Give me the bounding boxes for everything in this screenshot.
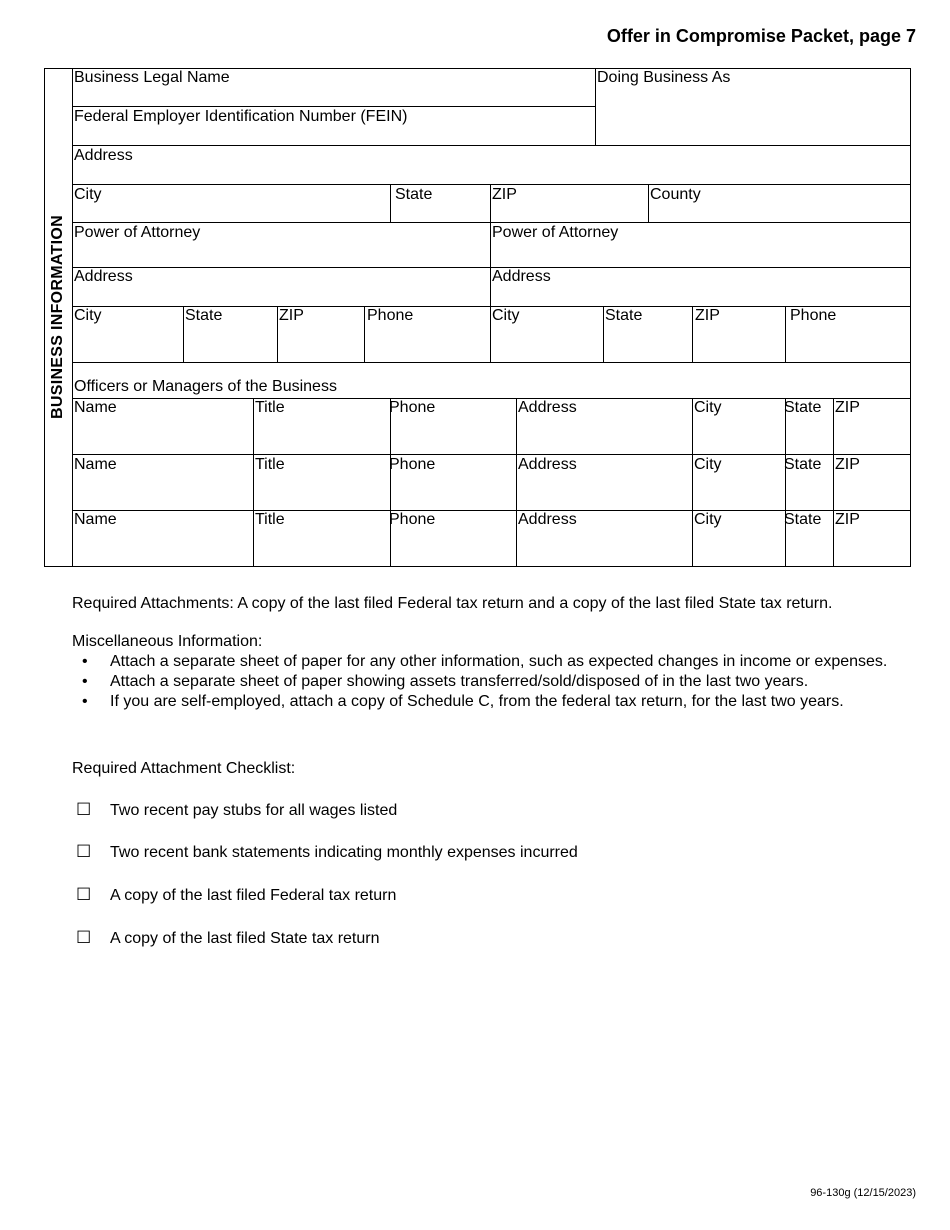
business-address-field[interactable]: Address — [74, 147, 133, 164]
officer-city-field[interactable]: City — [694, 399, 722, 416]
business-information-form — [44, 68, 911, 567]
officer-state-field[interactable]: State — [784, 399, 822, 416]
officer-address-field[interactable]: Address — [518, 456, 577, 473]
officer-title-field[interactable]: Title — [255, 511, 285, 528]
officer-zip-field[interactable]: ZIP — [835, 456, 860, 473]
poa-left-address-field[interactable]: Address — [74, 268, 133, 285]
list-item: • Attach a separate sheet of paper showing assets transferred/sold/disposed of in the last two years. — [82, 673, 809, 690]
rule — [183, 306, 184, 363]
rule — [648, 184, 649, 223]
rule — [785, 398, 786, 566]
poa-left-state-field[interactable]: State — [185, 307, 223, 324]
rule — [277, 306, 278, 363]
rule — [490, 184, 491, 223]
officer-address-field[interactable]: Address — [518, 399, 577, 416]
poa-right-field[interactable]: Power of Attorney — [492, 224, 619, 241]
rule — [72, 222, 910, 223]
rule — [390, 184, 391, 223]
checkbox-icon[interactable]: ☐ — [76, 800, 92, 819]
rule — [692, 306, 693, 363]
checklist-item[interactable]: ☐ Two recent bank statements indicating monthly expenses incurred — [76, 842, 578, 861]
form-frame — [44, 68, 911, 567]
rule — [516, 398, 517, 566]
checkbox-icon[interactable]: ☐ — [76, 885, 92, 904]
page-title: Offer in Compromise Packet, page 7 — [606, 26, 916, 46]
bullet-icon: • — [82, 653, 88, 670]
officer-city-field[interactable]: City — [694, 456, 722, 473]
officer-state-field[interactable]: State — [784, 511, 822, 528]
poa-left-field[interactable]: Power of Attorney — [74, 224, 201, 241]
poa-right-state-field[interactable]: State — [605, 307, 643, 324]
officer-zip-field[interactable]: ZIP — [835, 511, 860, 528]
checkbox-icon[interactable]: ☐ — [76, 842, 92, 861]
officer-address-field[interactable]: Address — [518, 511, 577, 528]
officer-phone-field[interactable]: Phone — [389, 399, 436, 416]
fein-field[interactable]: Federal Employer Identification Number (FEIN) — [74, 108, 408, 125]
rule — [364, 306, 365, 363]
rule — [72, 184, 910, 185]
officer-name-field[interactable]: Name — [74, 399, 117, 416]
section-label: BUSINESS INFORMATION — [49, 214, 66, 419]
business-state-field[interactable]: State — [395, 186, 433, 203]
section-label-column — [44, 68, 72, 565]
rule — [603, 306, 604, 363]
checklist-item[interactable]: ☐ A copy of the last filed State tax return — [76, 928, 380, 947]
rule — [595, 68, 596, 146]
poa-right-phone-field[interactable]: Phone — [790, 307, 837, 324]
poa-right-city-field[interactable]: City — [492, 307, 520, 324]
rule — [72, 145, 910, 146]
business-legal-name-field[interactable]: Business Legal Name — [74, 69, 230, 86]
checklist-item[interactable]: ☐ Two recent pay stubs for all wages listed — [76, 800, 398, 819]
officers-heading: Officers or Managers of the Business — [74, 378, 337, 395]
checklist-item[interactable]: ☐ A copy of the last filed Federal tax return — [76, 885, 397, 904]
checklist-heading: Required Attachment Checklist: — [72, 760, 296, 777]
officer-name-field[interactable]: Name — [74, 511, 117, 528]
checkbox-icon[interactable]: ☐ — [76, 928, 92, 947]
rule — [72, 267, 910, 268]
rule — [253, 398, 254, 566]
misc-list — [72, 652, 912, 712]
rule — [692, 398, 693, 566]
officer-title-field[interactable]: Title — [255, 399, 285, 416]
business-city-field[interactable]: City — [74, 186, 102, 203]
rule — [72, 106, 596, 107]
officer-phone-field[interactable]: Phone — [389, 456, 436, 473]
poa-left-zip-field[interactable]: ZIP — [279, 307, 304, 324]
officer-title-field[interactable]: Title — [255, 456, 285, 473]
business-county-field[interactable]: County — [650, 186, 701, 203]
officer-state-field[interactable]: State — [784, 456, 822, 473]
rule — [490, 222, 491, 363]
poa-left-city-field[interactable]: City — [74, 307, 102, 324]
poa-left-phone-field[interactable]: Phone — [367, 307, 414, 324]
officer-city-field[interactable]: City — [694, 511, 722, 528]
bullet-icon: • — [82, 673, 88, 690]
officer-phone-field[interactable]: Phone — [389, 511, 436, 528]
list-item: • Attach a separate sheet of paper for any other information, such as expected changes in income or expenses. — [82, 653, 888, 670]
poa-right-zip-field[interactable]: ZIP — [695, 307, 720, 324]
rule — [390, 398, 391, 566]
rule — [833, 398, 834, 566]
bullet-icon: • — [82, 693, 88, 710]
doing-business-as-field[interactable]: Doing Business As — [597, 69, 731, 86]
officer-name-field[interactable]: Name — [74, 456, 117, 473]
poa-right-address-field[interactable]: Address — [492, 268, 551, 285]
list-item: • If you are self-employed, attach a copy of Schedule C, from the federal tax return, for the last two years. — [82, 693, 844, 710]
misc-heading: Miscellaneous Information: — [72, 633, 263, 650]
rule — [785, 306, 786, 363]
officer-zip-field[interactable]: ZIP — [835, 399, 860, 416]
business-zip-field[interactable]: ZIP — [492, 186, 517, 203]
section-divider — [72, 68, 73, 566]
form-number: 96-130g (12/15/2023) — [810, 1187, 916, 1199]
required-attachments-text: Required Attachments: A copy of the last filed Federal tax return and a copy of the last filed State tax return. — [72, 595, 833, 612]
